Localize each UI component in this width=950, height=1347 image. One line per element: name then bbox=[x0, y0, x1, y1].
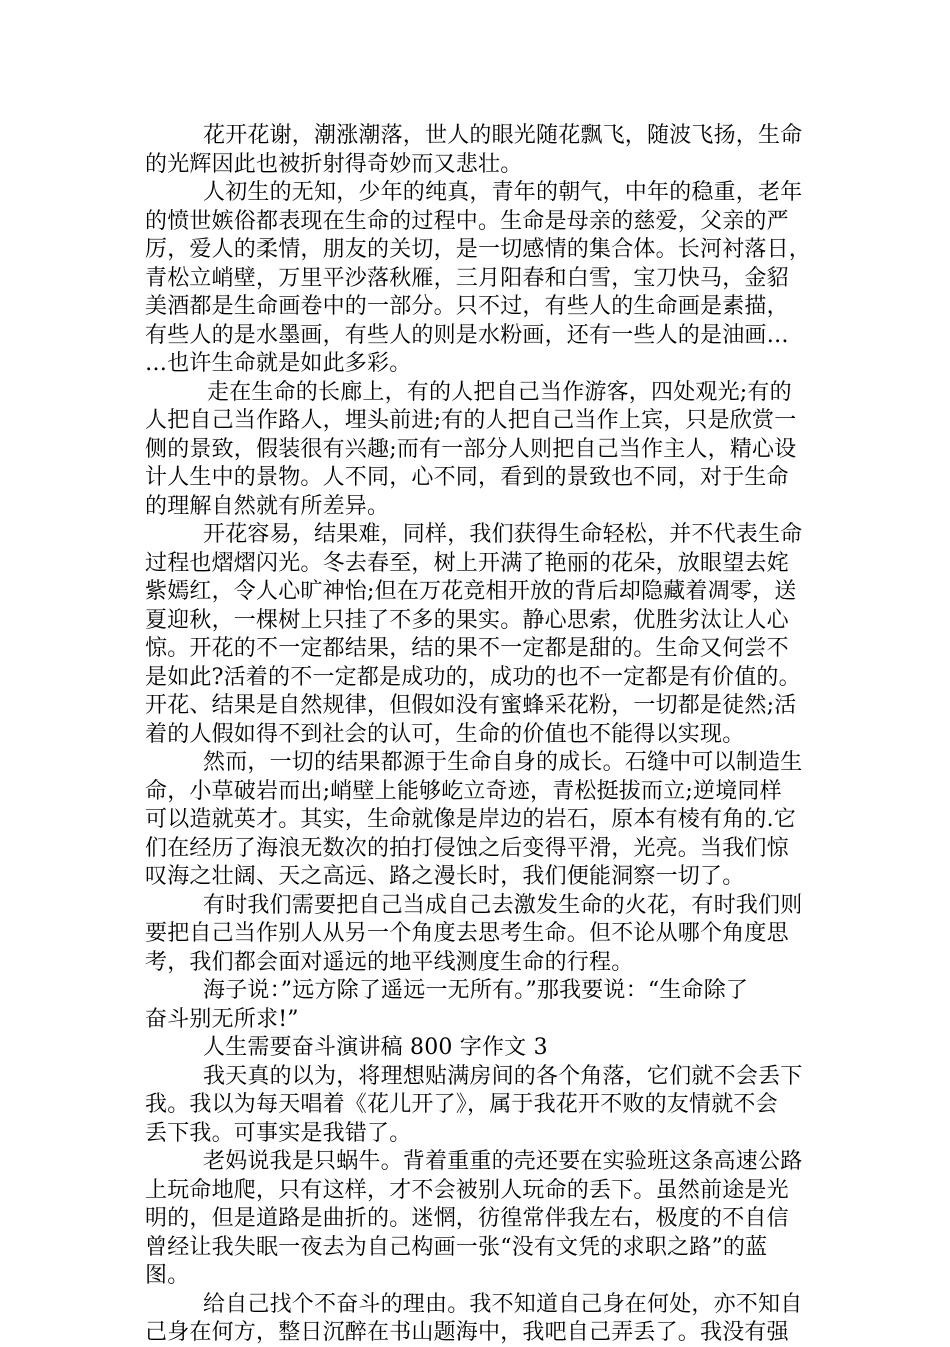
text-line: 有时我们需要把自己当成自己去激发生命的火花，有时我们则 bbox=[203, 893, 803, 918]
text-line: 开花容易，结果难，同样，我们获得生命轻松，并不代表生命 bbox=[203, 522, 803, 547]
text-line: 的愤世嫉俗都表现在生命的过程中。生命是母亲的慈爱，父亲的严 bbox=[145, 209, 789, 234]
text-line: 考，我们都会面对遥远的地平线测度生命的行程。 bbox=[145, 950, 634, 975]
text-line: 厉，爱人的柔情，朋友的关切，是一切感情的集合体。长河衬落日， bbox=[145, 237, 812, 262]
text-line: 图。 bbox=[145, 1263, 190, 1288]
text-line: 紫嫣红，令人心旷神怡;但在万花竞相开放的背后却隐藏着凋零，送 bbox=[145, 579, 797, 604]
text-line: 美酒都是生命画卷中的一部分。只不过，有些人的生命画是素描， bbox=[145, 294, 789, 319]
text-line: 计人生中的景物。人不同，心不同，看到的景致也不同，对于生命 bbox=[145, 465, 789, 490]
text-line: 夏迎秋，一棵树上只挂了不多的果实。静心思索，优胜劣汰让人心 bbox=[145, 608, 789, 633]
text-line: 奋斗别无所求!” bbox=[145, 1007, 299, 1032]
text-line: 老妈说我是只蜗牛。背着重重的壳还要在实验班这条高速公路 bbox=[203, 1149, 803, 1174]
text-line: 明的，但是道路是曲折的。迷惘，彷徨常伴我左右，极度的不自信 bbox=[145, 1206, 789, 1231]
section-heading: 人生需要奋斗演讲稿 800 字作文 3 bbox=[203, 1035, 548, 1060]
text-line: 是如此?活着的不一定都是成功的，成功的也不一定都是有价值的。 bbox=[145, 665, 801, 690]
text-line: 给自己找个不奋斗的理由。我不知道自己身在何处，亦不知自 bbox=[203, 1292, 803, 1317]
text-line: 花开花谢，潮涨潮落，世人的眼光随花飘飞，随波飞扬，生命 bbox=[203, 123, 803, 148]
text-line: 命，小草破岩而出;峭壁上能够屹立奇迹，青松挺拔而立;逆境同样 bbox=[145, 779, 782, 804]
text-line: …也许生命就是如此多彩。 bbox=[145, 351, 412, 376]
text-line: 人把自己当作路人，埋头前进;有的人把自己当作上宾，只是欣赏一 bbox=[145, 408, 797, 433]
text-line: 青松立峭壁，万里平沙落秋雁，三月阳春和白雪，宝刀快马，金貂 bbox=[145, 266, 789, 291]
text-line: 的理解自然就有所差异。 bbox=[145, 494, 390, 519]
text-line: 的光辉因此也被折射得奇妙而又悲壮。 bbox=[145, 152, 523, 177]
text-line: 过程也熠熠闪光。冬去春至，树上开满了艳丽的花朵，放眼望去姹 bbox=[145, 551, 789, 576]
text-line: 我天真的以为，将理想贴满房间的各个角落，它们就不会丢下 bbox=[203, 1064, 803, 1089]
text-line: 丢下我。可事实是我错了。 bbox=[145, 1121, 412, 1146]
text-line: 可以造就英才。其实，生命就像是岸边的岩石，原本有棱有角的.它 bbox=[145, 807, 796, 832]
text-line: 走在生命的长廊上，有的人把自己当作游客，四处观光;有的 bbox=[207, 380, 792, 405]
text-line: 叹海之壮阔、天之高远、路之漫长时，我们便能洞察一切了。 bbox=[145, 864, 745, 889]
text-line: 人初生的无知，少年的纯真，青年的朝气，中年的稳重，老年 bbox=[203, 180, 803, 205]
text-line: 有些人的是水墨画，有些人的则是水粉画，还有一些人的是油画… bbox=[145, 323, 789, 348]
text-line: 开花、结果是自然规律，但假如没有蜜蜂采花粉，一切都是徒然;活 bbox=[145, 693, 797, 718]
text-line: 我。我以为每天唱着《花儿开了》，属于我花开不败的友情就不会 bbox=[145, 1092, 778, 1117]
text-line: 着的人假如得不到社会的认可，生命的价值也不能得以实现。 bbox=[145, 722, 745, 747]
text-line: 要把自己当作别人从另一个角度去思考生命。但不论从哪个角度思 bbox=[145, 921, 789, 946]
text-line: 们在经历了海浪无数次的拍打侵蚀之后变得平滑，光亮。当我们惊 bbox=[145, 836, 789, 861]
text-line: 然而，一切的结果都源于生命自身的成长。石缝中可以制造生 bbox=[203, 750, 803, 775]
text-line: 侧的景致，假装很有兴趣;而有一部分人则把自己当作主人，精心设 bbox=[145, 437, 797, 462]
text-line: 己身在何方，整日沉醉在书山题海中，我吧自己弄丢了。我没有强 bbox=[145, 1320, 789, 1345]
text-line: 惊。开花的不一定都结果，结的果不一定都是甜的。生命又何尝不 bbox=[145, 636, 789, 661]
text-line: 曾经让我失眠一夜去为自己构画一张“没有文凭的求职之路”的蓝 bbox=[145, 1235, 768, 1260]
text-line: 海子说：”远方除了遥远一无所有。”那我要说：“生命除了 bbox=[203, 978, 749, 1003]
text-line: 上玩命地爬，只有这样，才不会被别人玩命的丢下。虽然前途是光 bbox=[145, 1178, 789, 1203]
